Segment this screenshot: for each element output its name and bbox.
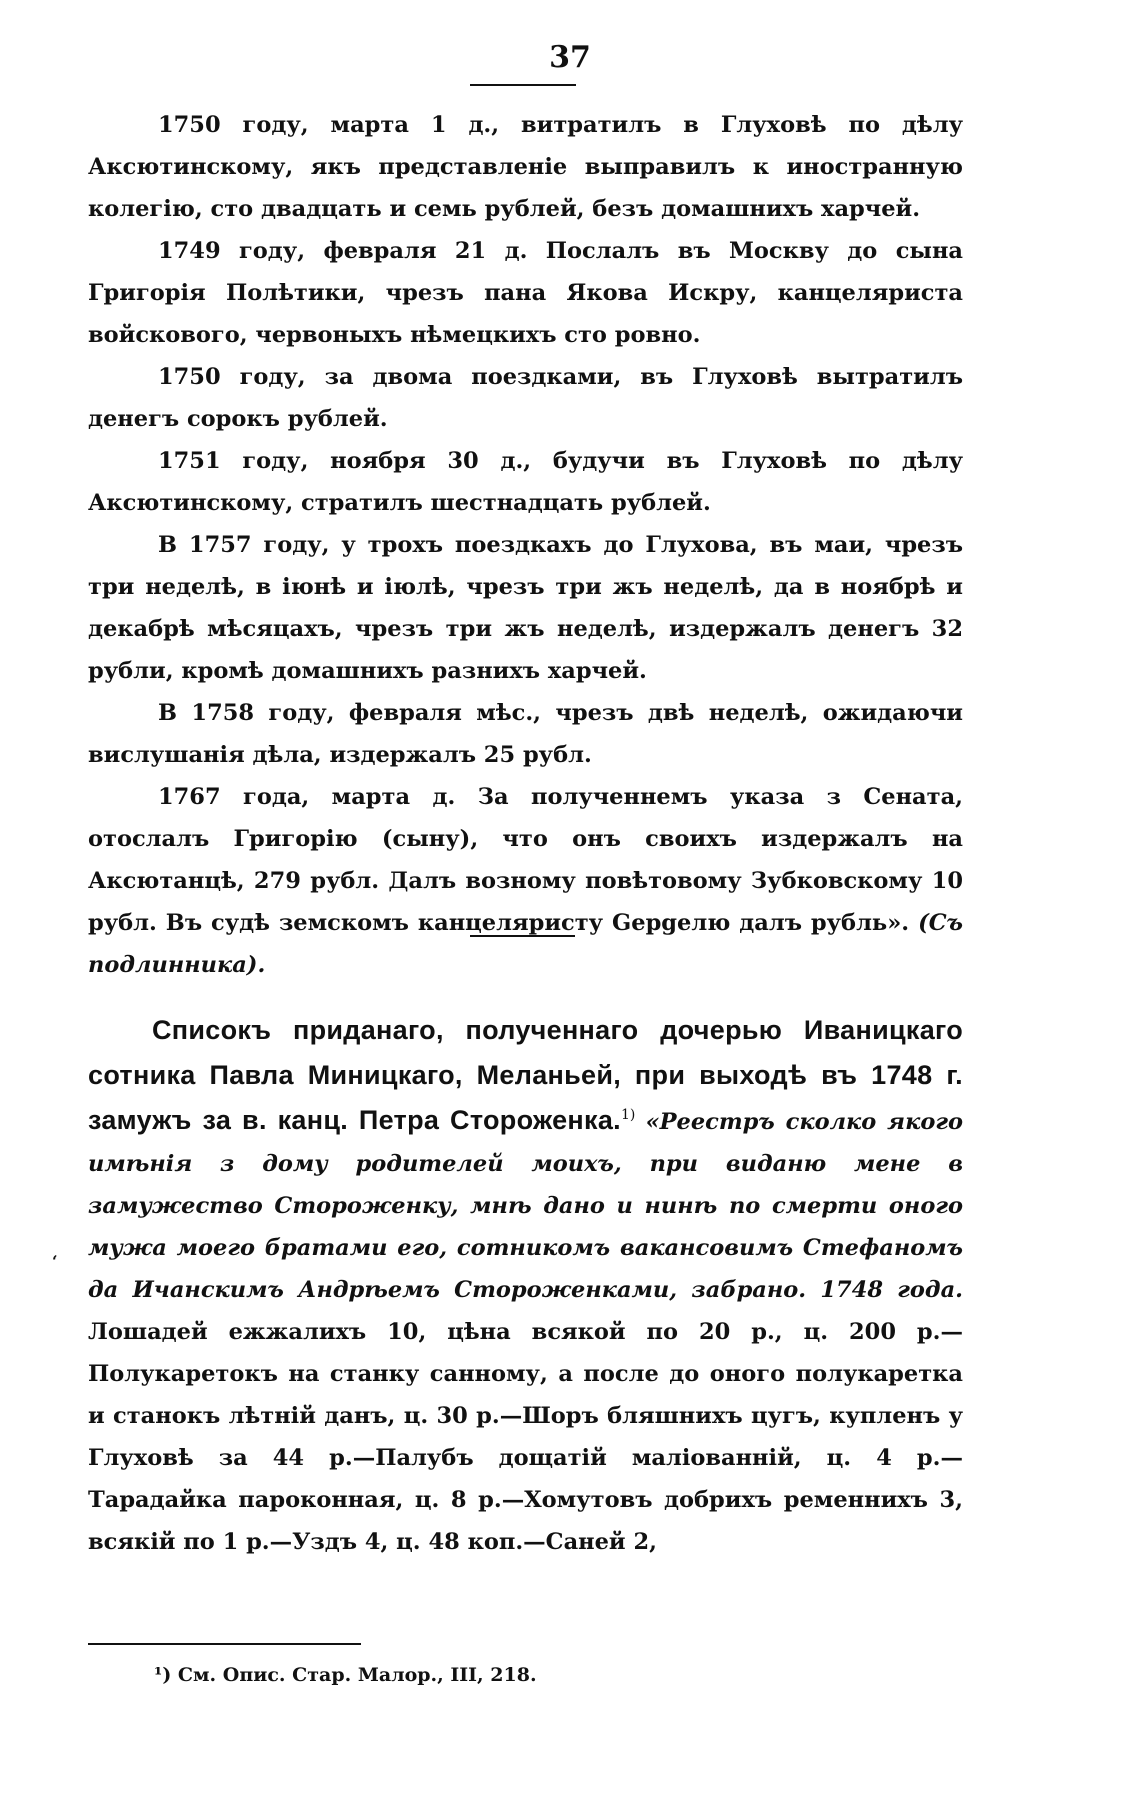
paragraph-text: 1767 года, марта д. За полученнемъ указа з Сената, отослалъ Григорію (сыну), что онъ своихъ издержалъ на Аксютанцѣ, 279 рубл. Далъ возному повѣтовому Зубковскому 10 рубл. Въ судѣ земскомъ канцеляристу Gерgелю далъ рубль».: [88, 784, 963, 936]
page-number: 37: [549, 40, 591, 75]
paragraph: [88, 776, 963, 986]
footnote-reference: 1): [620, 1107, 636, 1123]
register-body: Лошадей ежжалихъ 10, цѣна всякой по 20 р., ц. 200 р.—Полукаретокъ на станку санному, а после до оного полукаретка и станокъ лѣтній данъ, ц. 30 р.—Шоръ бляшнихъ цугъ, купленъ у Глуховѣ за 44 р.—Палубъ дощатій маліованній, ц. 4 р.—Тарадайка пароконная, ц. 8 р.—Хомутовъ добрихъ ременнихъ 3, всякій по 1 р.—Уздъ 4, ц. 48 коп.—Саней 2,: [88, 1319, 963, 1555]
source-note: (Съ подлинника).: [88, 910, 963, 978]
main-text-block: [88, 104, 963, 986]
paragraph: 1749 году, февраля 21 д. Послалъ въ Москву до сына Григорія Полѣтики, чрезъ пана Якова Искру, канцеляриста войскового, червоныхъ нѣмецкихъ сто ровно.: [88, 238, 963, 348]
paragraph: В 1758 году, февраля мѣс., чрезъ двѣ неделѣ, ожидаючи вислушанія дѣла, издержалъ 25 рубл.: [88, 700, 963, 768]
page-number-underline: [470, 84, 576, 86]
paragraph: 1750 году, за двома поездками, въ Глуховѣ вытратилъ денегъ сорокъ рублей.: [88, 364, 963, 432]
section-title-text: Списокъ приданаго, полученнаго дочерью Иваницкаго сотника Павла Миницкаго, Меланьей, при выходѣ въ 1748 г. замужъ за в. канц. Петра Стороженка.: [88, 1015, 963, 1135]
paragraph: 1750 году, марта 1 д., витратилъ в Глуховѣ по дѣлу Аксютинскому, якъ представленіе выправилъ к иностранную колегію, сто двадцать и семь рублей, безъ домашнихъ харчей.: [88, 112, 963, 222]
paragraph: В 1757 году, у трохъ поездкахъ до Глухова, въ маи, чрезъ три неделѣ, в іюнѣ и іюлѣ, чрезъ три жъ неделѣ, да в ноябрѣ и декабрѣ мѣсяцахъ, чрезъ три жъ неделѣ, издержалъ денегъ 32 рубли, кромѣ домашнихъ разнихъ харчей.: [88, 532, 963, 684]
paragraph: 1751 году, ноября 30 д., будучи въ Глуховѣ по дѣлу Аксютинскому, стратилъ шестнадцать рублей.: [88, 448, 963, 516]
margin-mark: ‘: [52, 1252, 58, 1271]
register-quote: «Реестръ сколко якого имѣнія з дому родителей моихъ, при виданю мене в замужество Стороженку, мнѣ дано и нинѣ по смерти оного мужа моего братами его, сотникомъ вакансовимъ Стефаномъ да Ичанскимъ Андрѣемъ Стороженками, забрано. 1748 года.: [88, 1109, 963, 1303]
dowry-list-section: [88, 1008, 963, 1563]
footnote: ¹) См. Опис. Стар. Малор., III, 218.: [154, 1664, 537, 1686]
footnote-divider: [88, 1643, 361, 1645]
section-divider: [470, 935, 575, 937]
